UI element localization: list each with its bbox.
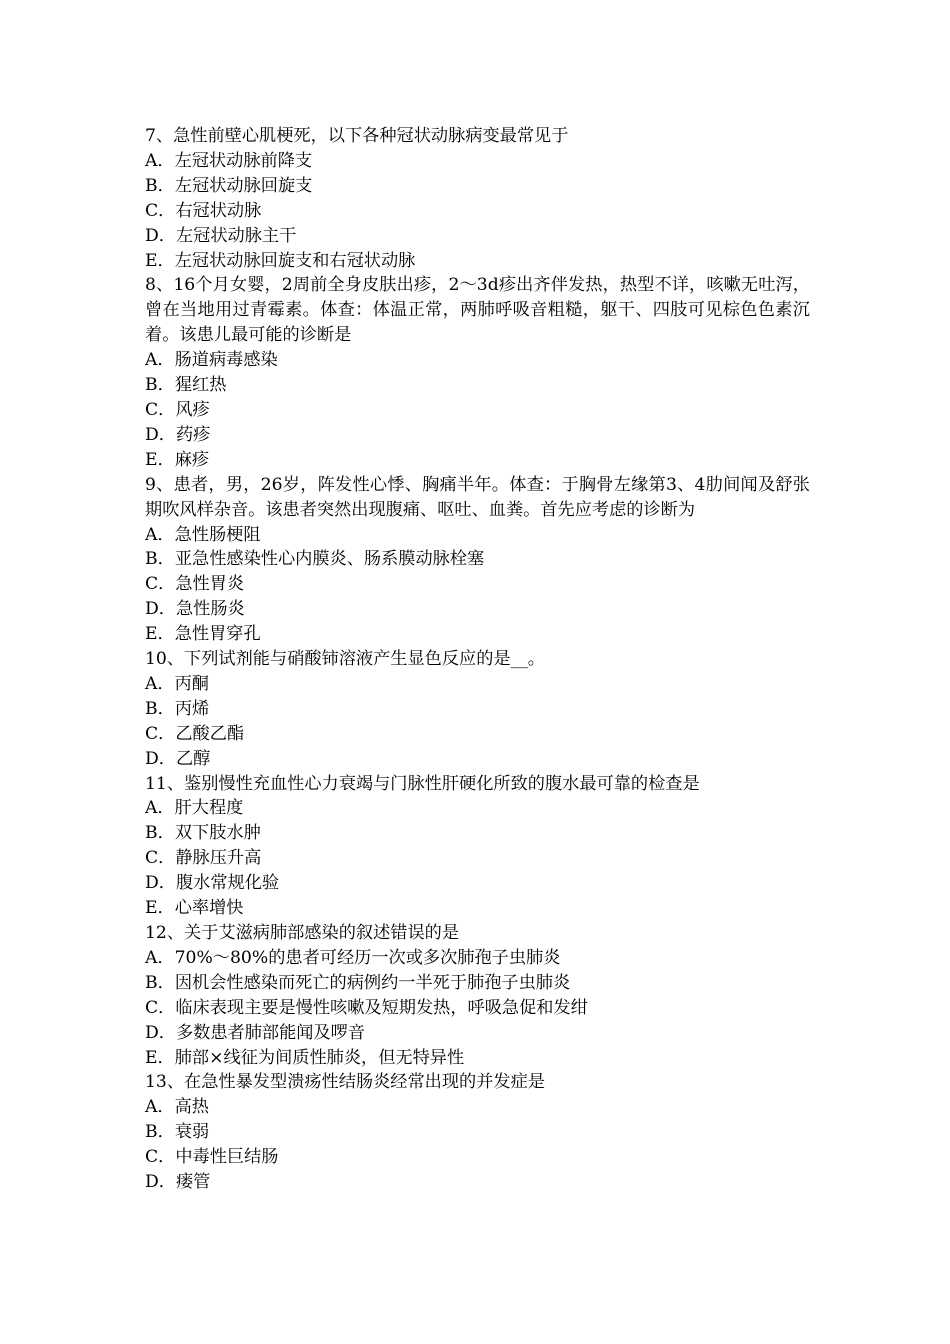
option-c: C．乙酸乙酯 [145, 723, 245, 744]
option-e: E．麻疹 [145, 449, 210, 470]
option-e: E．肺部×线征为间质性肺炎，但无特异性 [145, 1047, 465, 1068]
option-a: A．左冠状动脉前降支 [145, 150, 313, 171]
option-c: C．临床表现主要是慢性咳嗽及短期发热，呼吸急促和发绀 [145, 997, 588, 1018]
option-a: A．肠道病毒感染 [145, 350, 278, 371]
option-e: E．心率增快 [145, 898, 244, 919]
option-c: C．风疹 [145, 399, 210, 420]
option-b: B．双下肢水肿 [145, 823, 261, 844]
question-stem: 13、在急性暴发型溃疡性结肠炎经常出现的并发症是 [145, 1072, 545, 1093]
option-a: A．高热 [145, 1097, 209, 1118]
option-c: C．急性胃炎 [145, 574, 245, 595]
option-b: B．左冠状动脉回旋支 [145, 175, 313, 196]
option-d: D．药疹 [145, 424, 211, 445]
option-a: A．肝大程度 [145, 798, 244, 819]
question-stem: 11、鉴别慢性充血性心力衰竭与门脉性肝硬化所致的腹水最可靠的检查是 [145, 773, 700, 794]
option-c: C．中毒性巨结肠 [145, 1147, 279, 1168]
option-d: D．急性肠炎 [145, 599, 245, 620]
option-b: B．因机会性感染而死亡的病例约一半死于肺孢子虫肺炎 [145, 972, 571, 993]
question-stem: 7、急性前壁心肌梗死，以下各种冠状动脉病变最常见于 [145, 126, 569, 146]
option-b: B．猩红热 [145, 375, 227, 396]
option-b: B．衰弱 [145, 1122, 210, 1143]
question-12 [145, 921, 810, 1070]
option-c: C．静脉压升高 [145, 848, 262, 869]
option-a: A．丙酮 [145, 673, 209, 694]
question-stem: 12、关于艾滋病肺部感染的叙述错误的是 [145, 923, 460, 943]
question-stem: 10、下列试剂能与硝酸铈溶液产生显色反应的是__。 [145, 649, 545, 670]
option-a: A．70%～80%的患者可经历一次或多次肺孢子虫肺炎 [145, 947, 561, 968]
question-7 [145, 124, 810, 273]
option-e: E．左冠状动脉回旋支和右冠状动脉 [145, 250, 416, 271]
option-d: D．乙醇 [145, 748, 211, 769]
option-c: C．右冠状动脉 [145, 200, 262, 221]
option-b: B．亚急性感染性心内膜炎、肠系膜动脉栓塞 [145, 549, 485, 570]
option-a: A．急性肠梗阻 [145, 524, 261, 545]
option-d: D．瘘管 [145, 1172, 211, 1193]
question-11 [145, 772, 810, 921]
question-13 [145, 1070, 810, 1195]
question-stem: 8、16个月女婴，2周前全身皮肤出疹，2～3d疹出齐伴发热，热型不详，咳嗽无吐泻，曾在当地用过青霉素。体查：体温正常，两肺呼吸音粗糙，躯干、四肢可见棕色色素沉着。该患儿最可能的诊断是 [145, 275, 810, 346]
option-b: B．丙烯 [145, 698, 210, 719]
question-8 [145, 273, 810, 472]
question-10 [145, 647, 810, 772]
question-9 [145, 473, 810, 647]
question-list [145, 124, 810, 1195]
option-d: D．多数患者肺部能闻及啰音 [145, 1022, 366, 1043]
option-d: D．腹水常规化验 [145, 873, 280, 894]
question-stem: 9、患者，男，26岁，阵发性心悸、胸痛半年。体查：于胸骨左缘第3、4肋间闻及舒张期吹风样杂音。该患者突然出现腹痛、呕吐、血粪。首先应考虑的诊断为 [145, 474, 810, 520]
option-d: D．左冠状动脉主干 [145, 225, 297, 246]
option-e: E．急性胃穿孔 [145, 624, 261, 645]
